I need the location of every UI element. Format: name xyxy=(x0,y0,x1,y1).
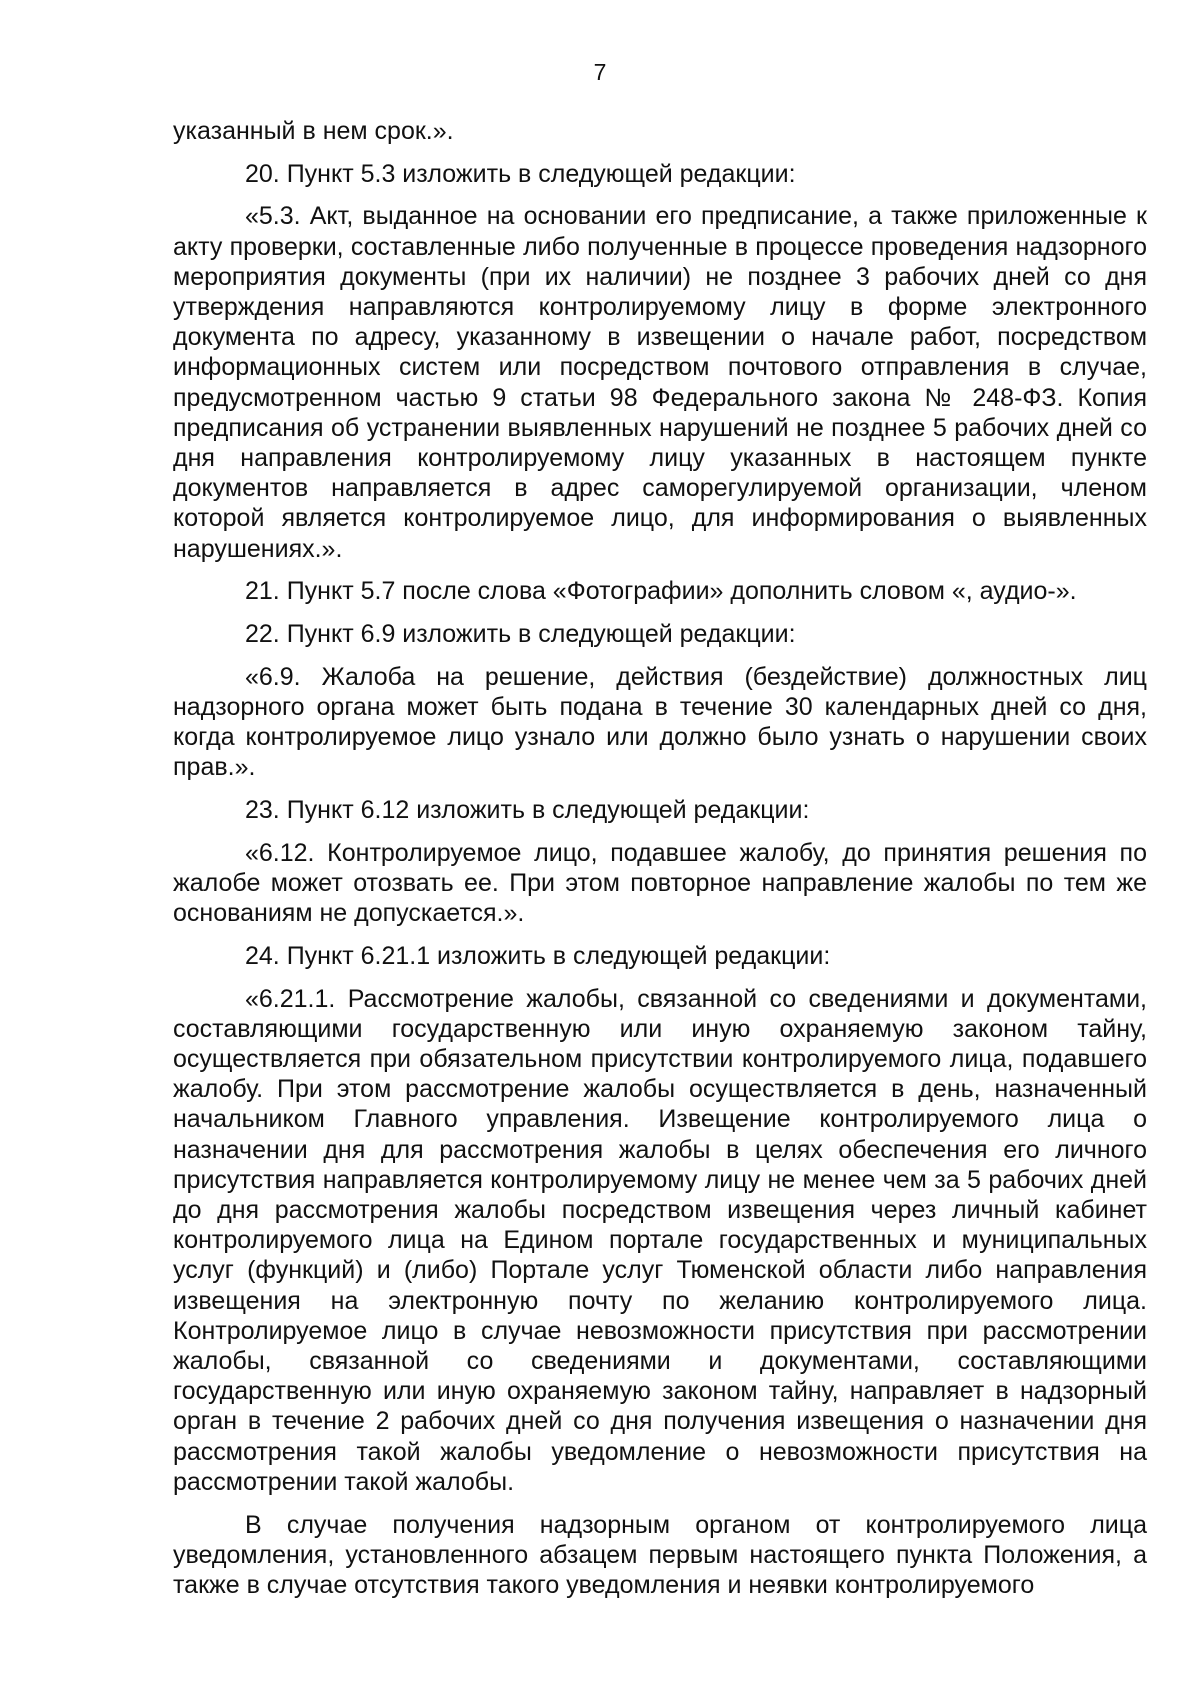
paragraph-item-23: 23. Пункт 6.12 изложить в следующей редакции: xyxy=(245,796,810,825)
paragraph-continuation: указанный в нем срок.». xyxy=(173,117,454,145)
paragraph-clause-6-21-1: «6.21.1. Рассмотрение жалобы, связанной со сведениями и документами, составляющими государственную или иную охраняемую законом тайну, осуществляется при обязательном присутствии контролируемого лица, подавшего жалобу. При этом рассмотрение жалобы осуществляется в день, назначенный начальником Главного управления. Извещение контролируемого лица о назначении дня для рассмотрения жалобы в целях обеспечения его личного присутствия направляется контролируемому лицу не менее чем за 5 рабочих дней до дня рассмотрения жалобы посредством извещения через личный кабинет контролируемого лица на Едином портале государственных и муниципальных услуг (функций) и (либо) Портале услуг Тюменской области либо направления извещения на электронную почту по желанию контролируемого лица. Контролируемое лицо в случае невозможности присутствия при рассмотрении жалобы, связанной со сведениями и документами, составляющими государственную или иную охраняемую законом тайну, направляет в надзорный орган в течение 2 рабочих дней со дня получения извещения о назначении дня рассмотрения такой жалобы уведомление о невозможности присутствия на рассмотрении такой жалобы. xyxy=(173,984,1147,1496)
paragraph-clause-6-12: «6.12. Контролируемое лицо, подавшее жалобу, до принятия решения по жалобе может отозвать ее. При этом повторное направление жалобы по тем же основаниям не допускается.». xyxy=(173,838,1147,928)
paragraph-clause-6-21-1-second: В случае получения надзорным органом от контролируемого лица уведомления, установленного абзацем первым настоящего пункта Положения, а также в случае отсутствия такого уведомления и неявки контролируемого xyxy=(173,1510,1147,1599)
paragraph-clause-5-3: «5.3. Акт, выданное на основании его предписание, а также приложенные к акту проверки, составленные либо полученные в процессе проведения надзорного мероприятия документы (при их наличии) не позднее 3 рабочих дней со дня утверждения направляются контролируемому лицу в форме электронного документа по адресу, указанному в извещении о начале работ, посредством информационных систем или посредством почтового отправления в случае, предусмотренном частью 9 статьи 98 Федерального закона № 248-ФЗ. Копия предписания об устранении выявленных нарушений не позднее 5 рабочих дней со дня направления контролируемому лицу указанных в настоящем пункте документов направляется в адрес саморегулируемой организации, членом которой является контролируемое лицо, для информирования о выявленных нарушениях.». xyxy=(173,202,1147,563)
paragraph-item-20: 20. Пункт 5.3 изложить в следующей редакции: xyxy=(245,159,796,188)
paragraph-item-21: 21. Пункт 5.7 после слова «Фотографии» дополнить словом «, аудио-». xyxy=(245,577,1077,606)
paragraph-item-24: 24. Пункт 6.21.1 изложить в следующей редакции: xyxy=(245,941,831,970)
paragraph-clause-6-9: «6.9. Жалоба на решение, действия (бездействие) должностных лиц надзорного органа может быть подана в течение 30 календарных дней со дня, когда контролируемое лицо узнало или должно было узнать о нарушении своих прав.». xyxy=(173,662,1147,782)
page-number: 7 xyxy=(593,59,607,85)
document-body xyxy=(173,116,1147,1613)
paragraph-item-22: 22. Пункт 6.9 изложить в следующей редакции: xyxy=(245,620,796,649)
